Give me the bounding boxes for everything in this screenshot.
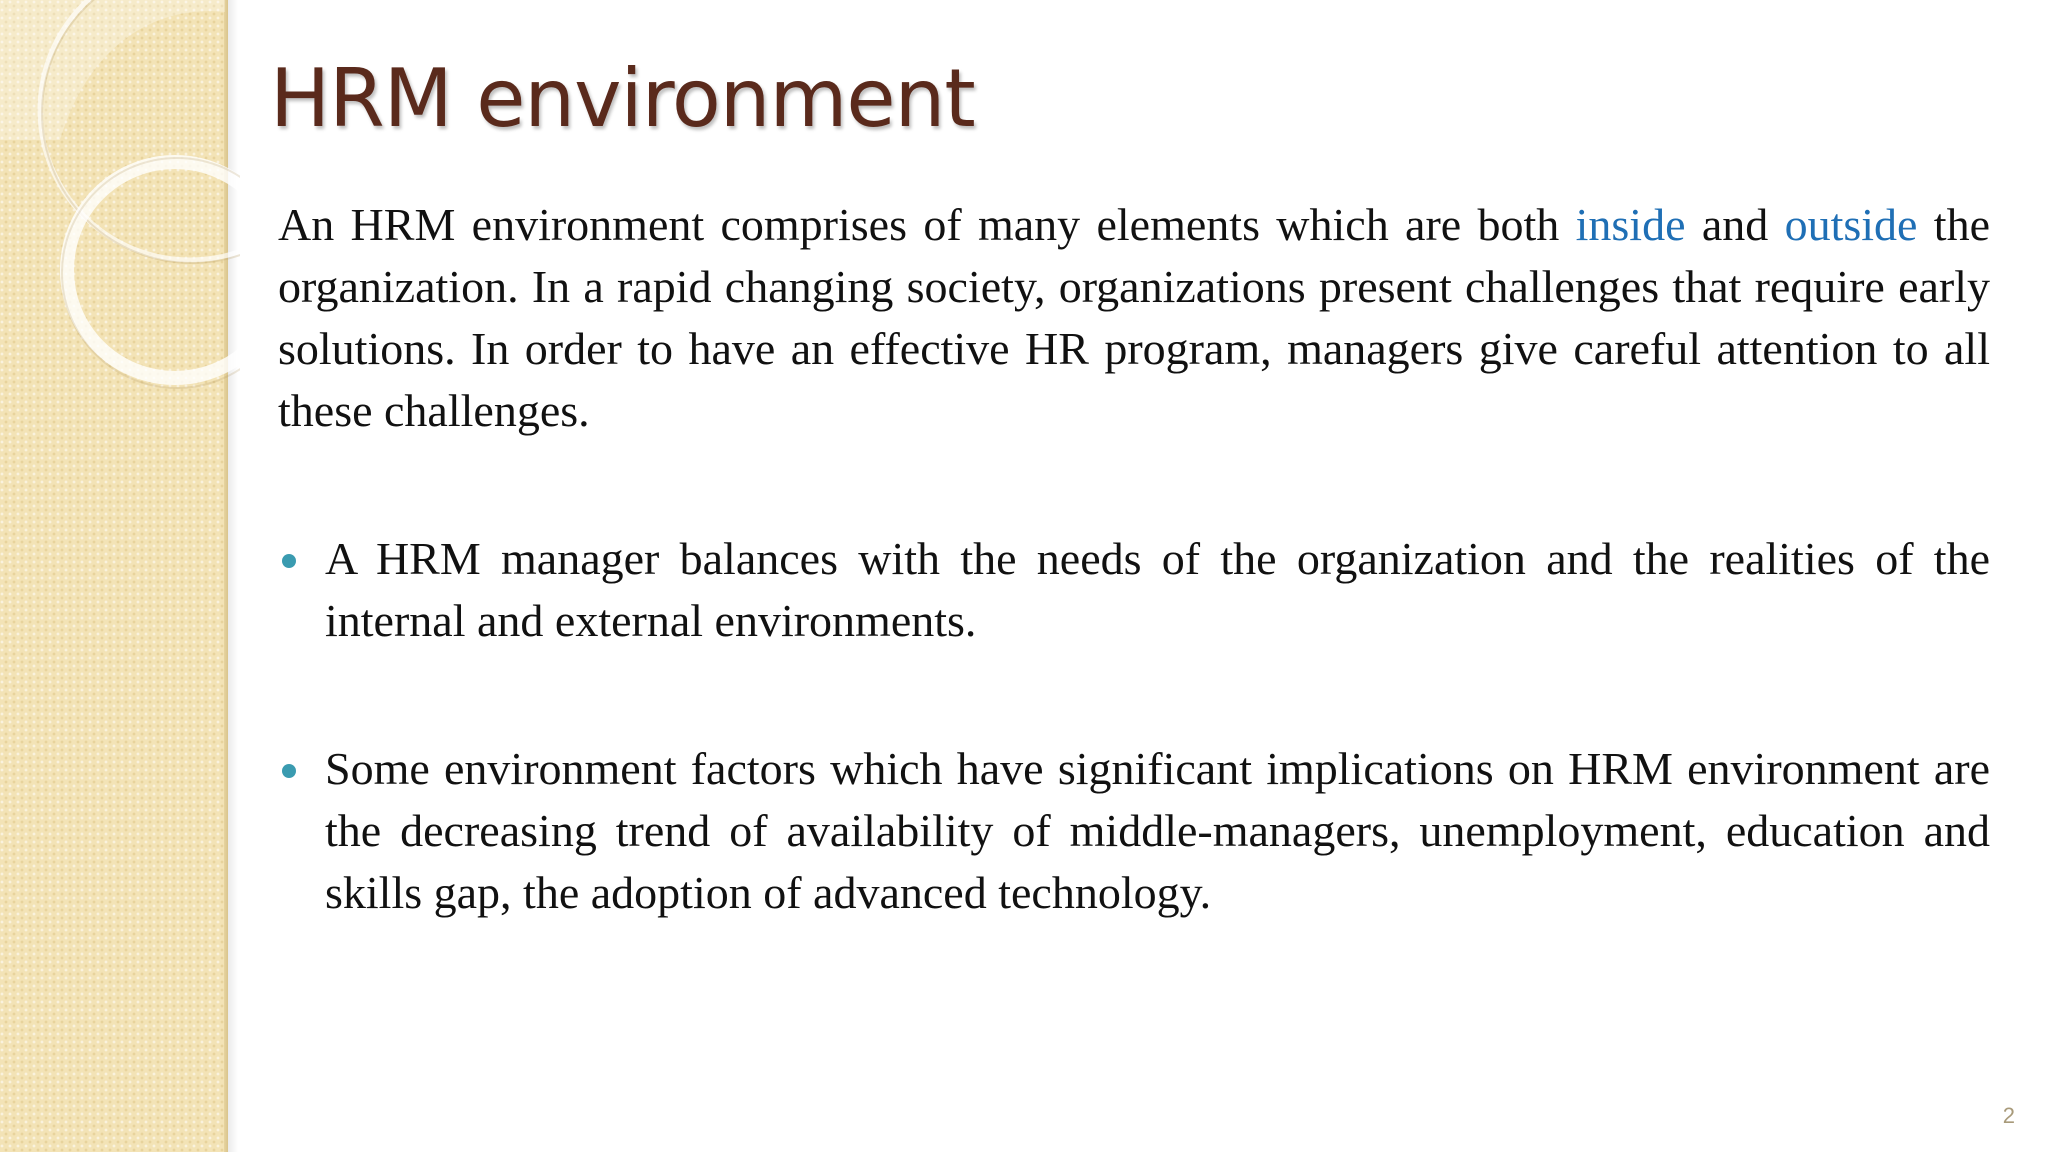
- intro-text-part-1: An HRM environment comprises of many elements which are both: [278, 199, 1576, 250]
- bullet-item: [278, 738, 1990, 924]
- slide-body: [278, 194, 1990, 924]
- bullet-dot-icon: [282, 764, 296, 778]
- decorative-corner-shape: [0, 0, 225, 140]
- highlight-outside: outside: [1784, 199, 1918, 250]
- intro-text-part-3: the organization. In a rapid changing society, organizations present challenges that require early solutions. In order to have an effective HR program, managers give careful attention to all these challenges.: [278, 199, 1991, 436]
- bullet-dot-icon: [282, 554, 296, 568]
- page-number: 2: [2002, 1103, 2015, 1128]
- highlight-inside: inside: [1575, 199, 1686, 250]
- slide-title: HRM environment: [270, 52, 975, 145]
- intro-paragraph: [278, 194, 1990, 442]
- bullet-text: A HRM manager balances with the needs of the organization and the realities of the internal and external environments.: [325, 533, 1990, 646]
- intro-text-part-2: and: [1685, 199, 1785, 250]
- decorative-rings-graphic: [0, 0, 240, 400]
- bullet-text: Some environment factors which have significant implications on HRM environment are the decreasing trend of availability of middle-managers, unemployment, education and skills gap, the adoption of advanced technology.: [325, 743, 1990, 918]
- decorative-ring-small-shadow: [62, 158, 240, 388]
- bullet-item: [278, 528, 1990, 652]
